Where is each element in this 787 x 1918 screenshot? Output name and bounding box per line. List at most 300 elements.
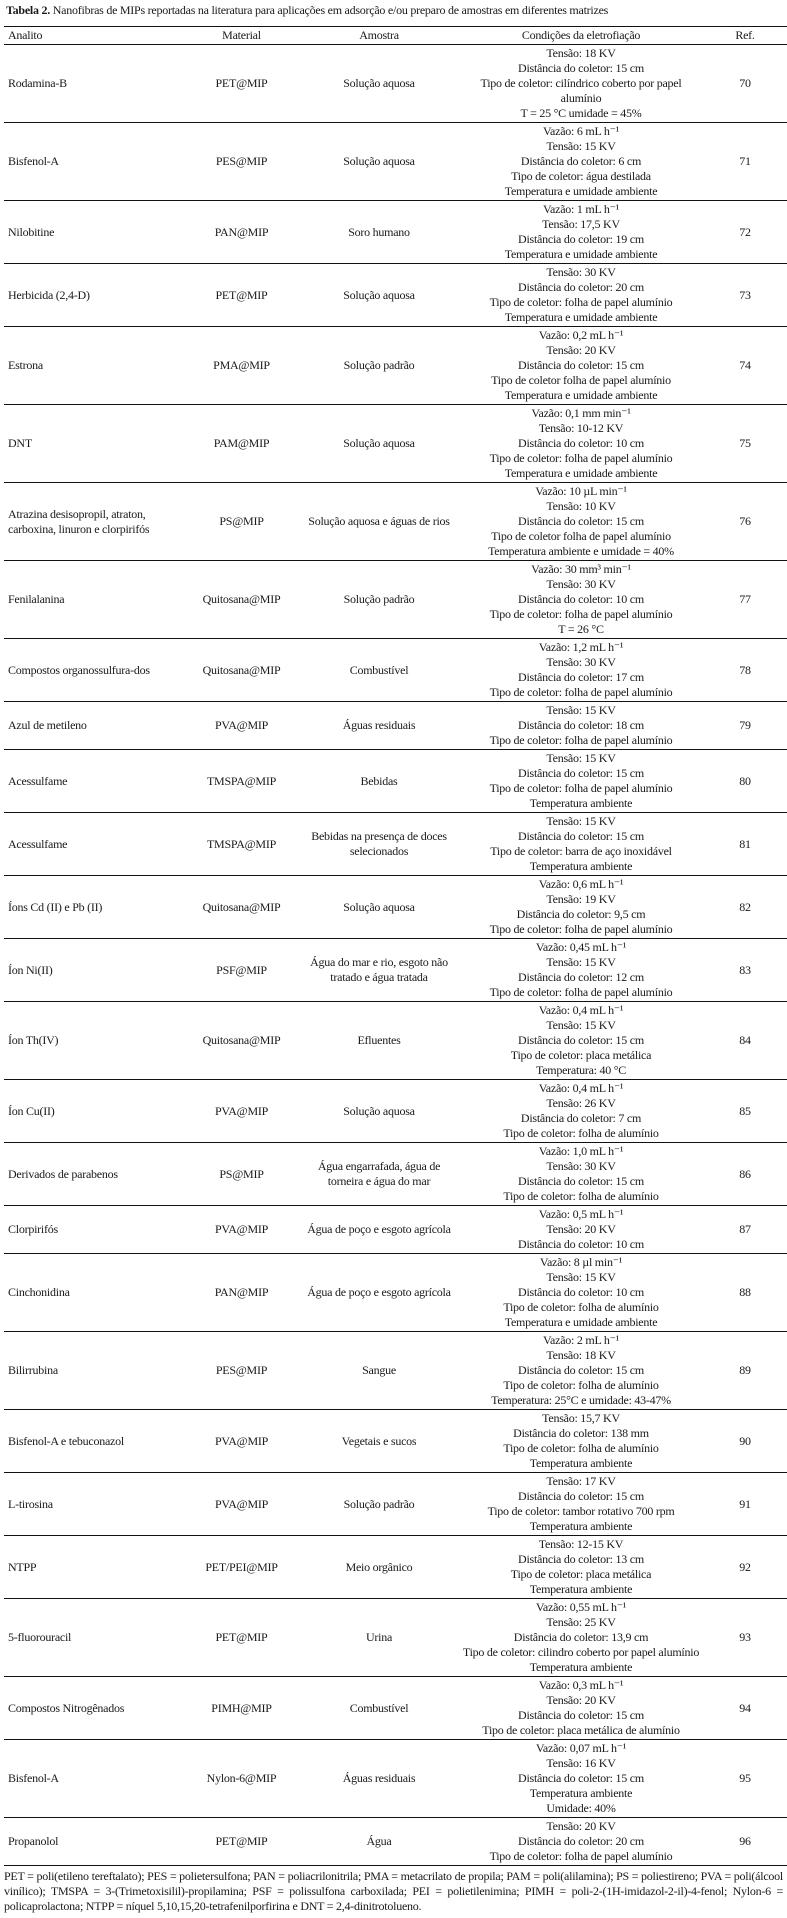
cell-material-text: PAN@MIP (214, 224, 269, 239)
table-row (4, 405, 787, 483)
condition-line: Temperatura e umidade ambiente (504, 466, 658, 480)
table-body (4, 45, 787, 1866)
table-row (4, 1410, 787, 1473)
cell-analito-text: Estrona (8, 358, 43, 372)
cell-ref (703, 1410, 787, 1473)
condition-line: Tipo de coletor folha de papel alumínio (491, 373, 671, 387)
cell-material (184, 939, 299, 1002)
condition-line: Distância do coletor: 15 cm (518, 1708, 644, 1722)
cell-ref (703, 1206, 787, 1254)
cell-ref-text: 82 (739, 899, 751, 914)
cell-amostra-text: Solução aquosa (343, 76, 415, 90)
condition-line: Tensão: 15 KV (546, 1270, 616, 1284)
cell-material (184, 123, 299, 201)
cell-material-text: PES@MIP (215, 1363, 268, 1377)
cell-amostra (299, 1677, 459, 1740)
condition-line: Tipo de coletor: folha de papel alumínio (489, 985, 673, 999)
cell-amostra-text: Meio orgânico (345, 1559, 413, 1574)
cell-analito (4, 1410, 184, 1473)
condition-line: Distância do coletor: 15 cm (518, 61, 644, 75)
cell-amostra-text: Soro humano (348, 224, 410, 239)
condition-line: Distância do coletor: 15 cm (518, 1363, 644, 1377)
cell-amostra (299, 1536, 459, 1599)
condition-line: Vazão: 8 µl min⁻¹ (539, 1255, 623, 1269)
cell-material-text: PVA@MIP (214, 1103, 269, 1118)
header-material: Material (184, 27, 299, 45)
condition-line: Tensão: 20 KV (546, 343, 616, 357)
cell-ref-text: 91 (739, 1496, 751, 1511)
header-ref: Ref. (703, 27, 787, 45)
cell-analito-text: Propanolol (8, 1834, 59, 1848)
condition-line: Tensão: 10-12 KV (538, 421, 624, 435)
condition-line: Temperatura ambiente (529, 1660, 633, 1674)
cell-analito-text: Compostos Nitrogênados (8, 1700, 125, 1715)
cell-condicoes (459, 1818, 703, 1866)
condition-line: Distância do coletor: 10 cm (518, 436, 644, 450)
cell-condicoes (459, 639, 703, 702)
condition-line: Tensão: 17,5 KV (542, 217, 620, 231)
condition-line: Distância do coletor: 10 cm (518, 1285, 644, 1299)
cell-condicoes (459, 1080, 703, 1143)
table-caption (4, 3, 783, 18)
cell-analito-text: 5-fluorouracil (8, 1630, 72, 1644)
cell-material (184, 1143, 299, 1206)
condition-line: T = 25 °C umidade = 45% (520, 106, 642, 120)
cell-ref (703, 1536, 787, 1599)
cell-condicoes (459, 750, 703, 813)
cell-ref-text: 93 (739, 1630, 751, 1644)
cell-amostra (299, 1206, 459, 1254)
cell-condicoes (459, 876, 703, 939)
condition-line: Tipo de coletor: cilíndrico coberto por papel alumínio (480, 76, 682, 105)
cell-ref-text: 88 (739, 1285, 751, 1299)
cell-ref-text: 92 (739, 1559, 751, 1574)
condition-line: Vazão: 6 mL h⁻¹ (542, 124, 620, 138)
cell-amostra (299, 939, 459, 1002)
cell-condicoes (459, 1143, 703, 1206)
condition-line: Distância do coletor: 10 cm (518, 592, 644, 606)
condition-line: Vazão: 0,5 mL h⁻¹ (538, 1207, 624, 1221)
condition-line: Tensão: 19 KV (546, 892, 616, 906)
condition-line: Tensão: 15 KV (546, 955, 616, 969)
cell-condicoes (459, 1332, 703, 1410)
cell-amostra-text: Solução padrão (343, 1496, 415, 1511)
condition-line: Tensão: 20 KV (546, 1819, 616, 1833)
cell-analito-text: Bilirrubina (8, 1363, 58, 1377)
cell-amostra (299, 1332, 459, 1410)
cell-amostra (299, 876, 459, 939)
condition-line: Distância do coletor: 13 cm (518, 1552, 644, 1566)
condition-line: T = 26 °C (558, 622, 604, 636)
cell-amostra (299, 1080, 459, 1143)
cell-analito (4, 1818, 184, 1866)
condition-line: Vazão: 0,4 mL h⁻¹ (538, 1081, 624, 1095)
table-row (4, 1740, 787, 1818)
table-row (4, 1599, 787, 1677)
cell-analito (4, 483, 184, 561)
condition-line: Tensão: 10 KV (546, 499, 616, 513)
condition-line: Vazão: 0,55 mL h⁻¹ (535, 1600, 627, 1614)
cell-amostra-text: Sangue (362, 1363, 396, 1377)
table-row (4, 939, 787, 1002)
condition-line: Distância do coletor: 15 cm (518, 1033, 644, 1047)
cell-amostra-text: Solução aquosa (343, 287, 415, 302)
cell-analito (4, 1740, 184, 1818)
condition-line: Tipo de coletor: folha de papel alumínio (489, 1849, 673, 1863)
cell-material-text: PVA@MIP (214, 718, 269, 732)
condition-line: Tensão: 30 KV (546, 577, 616, 591)
condition-line: Vazão: 0,6 mL h⁻¹ (538, 877, 624, 891)
table-row (4, 1080, 787, 1143)
cell-material (184, 1473, 299, 1536)
condition-line: Tensão: 20 KV (546, 1693, 616, 1707)
condition-line: Tensão: 15 KV (546, 139, 616, 153)
cell-material (184, 639, 299, 702)
condition-line: Tipo de coletor: folha de alumínio (503, 1441, 659, 1455)
cell-ref (703, 639, 787, 702)
cell-condicoes (459, 939, 703, 1002)
condition-line: Distância do coletor: 15 cm (518, 1489, 644, 1503)
cell-ref-text: 89 (739, 1363, 751, 1377)
cell-analito-text: NTPP (8, 1559, 37, 1574)
cell-material-text: Nylon-6@MIP (206, 1771, 277, 1785)
cell-analito-text: Herbicida (2,4-D) (8, 287, 90, 302)
cell-analito-text: Nilobitine (8, 224, 55, 239)
cell-analito (4, 123, 184, 201)
cell-amostra (299, 405, 459, 483)
cell-ref-text: 72 (739, 224, 751, 239)
condition-line: Distância do coletor: 19 cm (518, 232, 644, 246)
cell-analito (4, 327, 184, 405)
condition-line: Distância do coletor: 15 cm (518, 829, 644, 843)
condition-line: Vazão: 1 mL h⁻¹ (542, 202, 620, 216)
condition-line: Vazão: 0,4 mL h⁻¹ (538, 1003, 624, 1017)
cell-amostra (299, 45, 459, 123)
cell-analito-text: Bisfenol-A e tebuconazol (8, 1433, 124, 1448)
condition-line: Temperatura ambiente (529, 1519, 633, 1533)
cell-amostra-text: Solução aquosa e águas de rios (308, 514, 450, 528)
condition-line: Temperatura e umidade ambiente (504, 310, 658, 324)
cell-condicoes (459, 1206, 703, 1254)
table-row (4, 561, 787, 639)
cell-material (184, 1332, 299, 1410)
cell-condicoes (459, 561, 703, 639)
cell-ref-text: 78 (739, 662, 751, 677)
condition-line: Tipo de coletor folha de papel alumínio (491, 529, 671, 543)
cell-ref (703, 939, 787, 1002)
cell-ref-text: 73 (739, 287, 751, 302)
cell-amostra-text: Água engarrafada, água de torneira e água do mar (317, 1159, 441, 1188)
condition-line: Tensão: 26 KV (546, 1096, 616, 1110)
condition-line: Tensão: 12-15 KV (538, 1537, 624, 1551)
table-row (4, 1143, 787, 1206)
cell-analito (4, 1002, 184, 1080)
table-row (4, 1002, 787, 1080)
cell-ref (703, 405, 787, 483)
condition-line: Tensão: 16 KV (546, 1756, 616, 1770)
cell-analito-text: Acessulfame (8, 836, 68, 851)
condition-line: Temperatura e umidade ambiente (504, 247, 658, 261)
condition-line: Tensão: 30 KV (546, 265, 616, 279)
table-row (4, 1536, 787, 1599)
cell-condicoes (459, 264, 703, 327)
condition-line: Temperatura ambiente (529, 796, 633, 810)
cell-material-text: PAN@MIP (214, 1285, 269, 1299)
cell-amostra (299, 201, 459, 264)
cell-material-text: PS@MIP (219, 514, 264, 528)
cell-amostra-text: Solução aquosa (343, 436, 415, 450)
cell-ref (703, 1143, 787, 1206)
cell-material (184, 813, 299, 876)
table-header-row (4, 27, 787, 45)
cell-analito-text: Atrazina desisopropil, atraton, carboxina, linuron e clorpirifós (8, 506, 150, 536)
cell-amostra-text: Água de poço e esgoto agrícola (307, 1222, 451, 1236)
condition-line: Vazão: 1,0 mL h⁻¹ (538, 1144, 624, 1158)
condition-line: Tipo de coletor: folha de papel alumínio (489, 607, 673, 621)
cell-ref-text: 79 (739, 718, 751, 732)
cell-analito (4, 405, 184, 483)
cell-material (184, 876, 299, 939)
cell-analito (4, 1536, 184, 1599)
condition-line: Distância do coletor: 12 cm (518, 970, 644, 984)
cell-analito (4, 750, 184, 813)
condition-line: Tipo de coletor: folha de papel alumínio (489, 685, 673, 699)
cell-ref-text: 85 (739, 1103, 751, 1118)
condition-line: Tensão: 18 KV (546, 46, 616, 60)
cell-ref (703, 1254, 787, 1332)
cell-analito (4, 876, 184, 939)
cell-condicoes (459, 405, 703, 483)
cell-material (184, 327, 299, 405)
cell-analito (4, 1473, 184, 1536)
cell-condicoes (459, 1599, 703, 1677)
cell-ref-text: 70 (739, 76, 751, 90)
condition-line: Vazão: 0,45 mL h⁻¹ (535, 940, 627, 954)
cell-material (184, 702, 299, 750)
cell-analito-text: L-tirosina (8, 1496, 53, 1511)
cell-ref (703, 1740, 787, 1818)
cell-analito-text: DNT (8, 436, 32, 450)
cell-analito (4, 1599, 184, 1677)
table-row (4, 123, 787, 201)
cell-ref-text: 87 (739, 1222, 751, 1236)
cell-analito (4, 45, 184, 123)
cell-condicoes (459, 813, 703, 876)
cell-amostra-text: Água (366, 1834, 392, 1848)
cell-condicoes (459, 702, 703, 750)
condition-line: Tensão: 30 KV (546, 655, 616, 669)
cell-ref-text: 96 (739, 1834, 751, 1848)
table-row (4, 45, 787, 123)
condition-line: Distância do coletor: 6 cm (520, 154, 642, 168)
condition-line: Tensão: 18 KV (546, 1348, 616, 1362)
cell-amostra (299, 1143, 459, 1206)
cell-condicoes (459, 1473, 703, 1536)
cell-analito-text: Íon Th(IV) (8, 1033, 59, 1047)
mip-nanofibers-table (4, 26, 787, 1866)
cell-ref (703, 1473, 787, 1536)
condition-line: Temperatura e umidade ambiente (504, 388, 658, 402)
cell-material-text: PVA@MIP (214, 1222, 269, 1236)
condition-line: Tensão: 20 KV (546, 1222, 616, 1236)
cell-analito (4, 1677, 184, 1740)
table-footnote: PET = poli(etileno tereftalato); PES = polietersulfona; PAN = poliacrilonitrila; PMA = metacrilato de propila; PAM = poli(alilamina); PS = poliestireno; PVA = poli(álcool vinílico); TMSPA = 3-(Trimetoxisilil)-propilamina; PSF = polissulfona carboxilada; PEI = polietilenimina; PIMH = poli-2-(1H-imidazol-2-il)-4-fenol; Nylon-6 = policaprolactona; NTPP = níquel 5,10,15,20-tetrafenilporfirina e DNT = 2,4-dinitrotolueno. (4, 1869, 783, 1913)
cell-analito-text: Derivados de parabenos (8, 1166, 118, 1181)
cell-ref (703, 1677, 787, 1740)
condition-line: Tipo de coletor: folha de alumínio (503, 1378, 659, 1392)
cell-analito-text: Cinchonidina (8, 1285, 70, 1299)
condition-line: Umidade: 40% (546, 1801, 616, 1815)
header-amostra: Amostra (299, 27, 459, 45)
cell-ref (703, 1080, 787, 1143)
cell-material (184, 1740, 299, 1818)
cell-analito (4, 639, 184, 702)
cell-amostra-text: Solução padrão (343, 358, 415, 372)
cell-ref-text: 86 (739, 1166, 751, 1181)
cell-ref (703, 561, 787, 639)
cell-amostra (299, 750, 459, 813)
cell-analito-text: Azul de metileno (8, 718, 87, 732)
cell-analito-text: Rodamina-B (8, 76, 67, 90)
cell-ref-text: 84 (739, 1033, 751, 1047)
condition-line: Distância do coletor: 15 cm (518, 1174, 644, 1188)
condition-line: Tipo de coletor: folha de alumínio (503, 1189, 659, 1203)
cell-material (184, 45, 299, 123)
table-row (4, 702, 787, 750)
cell-material-text: PSF@MIP (216, 962, 267, 977)
cell-material-text: PIMH@MIP (211, 1700, 272, 1715)
cell-material-text: TMSPA@MIP (206, 773, 277, 788)
cell-amostra (299, 1473, 459, 1536)
cell-analito (4, 939, 184, 1002)
condition-line: Vazão: 0,2 mL h⁻¹ (538, 328, 624, 342)
cell-analito (4, 813, 184, 876)
cell-analito-text: Íons Cd (II) e Pb (II) (8, 899, 103, 914)
condition-line: Tensão: 15 KV (546, 1018, 616, 1032)
table-row (4, 327, 787, 405)
condition-line: Tipo de coletor: placa metálica (510, 1048, 652, 1062)
cell-analito (4, 1332, 184, 1410)
cell-amostra-text: Combustível (349, 662, 409, 677)
cell-material (184, 405, 299, 483)
cell-condicoes (459, 123, 703, 201)
cell-analito-text: Fenilalanina (8, 592, 65, 606)
cell-amostra-text: Águas residuais (342, 718, 416, 732)
cell-amostra-text: Água de poço e esgoto agrícola (307, 1285, 451, 1299)
cell-condicoes (459, 1677, 703, 1740)
table-row (4, 264, 787, 327)
cell-amostra-text: Solução aquosa (343, 154, 415, 168)
header-analito: Analito (4, 27, 184, 45)
condition-line: Distância do coletor: 17 cm (518, 670, 644, 684)
cell-amostra-text: Água do mar e rio, esgoto não tratado e água tratada (310, 955, 448, 984)
cell-amostra-text: Combustível (349, 1700, 409, 1715)
table-label: Tabela 2. (6, 3, 50, 17)
condition-line: Vazão: 2 mL h⁻¹ (542, 1333, 620, 1347)
cell-ref-text: 71 (739, 154, 751, 168)
condition-line: Vazão: 10 µL min⁻¹ (535, 484, 627, 498)
cell-amostra (299, 1254, 459, 1332)
condition-line: Temperatura: 40 °C (535, 1063, 627, 1077)
cell-condicoes (459, 1254, 703, 1332)
cell-condicoes (459, 1740, 703, 1818)
cell-material (184, 1818, 299, 1866)
cell-amostra (299, 483, 459, 561)
table-title: Nanofibras de MIPs reportadas na literatura para aplicações em adsorção e/ou preparo de amostras em diferentes matrizes (50, 3, 609, 17)
cell-ref (703, 483, 787, 561)
cell-ref (703, 264, 787, 327)
cell-ref-text: 83 (739, 962, 751, 977)
condition-line: Temperatura ambiente (529, 1582, 633, 1596)
condition-line: Distância do coletor: 138 mm (513, 1426, 649, 1440)
cell-ref (703, 123, 787, 201)
condition-line: Tipo de coletor: placa metálica (510, 1567, 652, 1581)
cell-material (184, 1080, 299, 1143)
condition-line: Tipo de coletor: folha de papel alumínio (489, 922, 673, 936)
cell-condicoes (459, 1410, 703, 1473)
cell-analito (4, 264, 184, 327)
condition-line: Tipo de coletor: água destilada (511, 169, 651, 183)
cell-ref (703, 1002, 787, 1080)
cell-ref-text: 77 (739, 592, 751, 606)
cell-amostra-text: Bebidas (360, 773, 398, 788)
cell-amostra (299, 561, 459, 639)
cell-material (184, 1536, 299, 1599)
cell-material (184, 1254, 299, 1332)
cell-condicoes (459, 1002, 703, 1080)
header-condicoes: Condições da eletrofiação (459, 27, 703, 45)
condition-line: Tipo de coletor: folha de papel alumínio (489, 733, 673, 747)
cell-ref-text: 75 (739, 436, 751, 450)
cell-material (184, 483, 299, 561)
cell-analito (4, 1206, 184, 1254)
cell-analito-text: Íon Cu(II) (8, 1103, 55, 1118)
cell-ref (703, 201, 787, 264)
condition-line: Tipo de coletor: folha de alumínio (503, 1300, 659, 1314)
condition-line: Temperatura ambiente (529, 1786, 633, 1800)
condition-line: Distância do coletor: 15 cm (518, 358, 644, 372)
cell-analito (4, 702, 184, 750)
cell-analito (4, 1143, 184, 1206)
condition-line: Tipo de coletor: folha de papel alumínio (489, 295, 673, 309)
cell-ref-text: 76 (739, 514, 751, 528)
cell-analito-text: Íon Ni(II) (8, 962, 53, 977)
cell-amostra (299, 1002, 459, 1080)
cell-ref-text: 80 (739, 773, 751, 788)
cell-analito-text: Bisfenol-A (8, 1771, 59, 1785)
table-row (4, 639, 787, 702)
cell-material-text: Quitosana@MIP (202, 899, 281, 914)
cell-material (184, 1410, 299, 1473)
cell-analito-text: Clorpirifós (8, 1222, 58, 1236)
cell-condicoes (459, 483, 703, 561)
table-row (4, 483, 787, 561)
condition-line: Vazão: 0,3 mL h⁻¹ (538, 1678, 624, 1692)
cell-material-text: TMSPA@MIP (206, 836, 277, 851)
condition-line: Vazão: 1,2 mL h⁻¹ (538, 640, 624, 654)
cell-material-text: PET@MIP (215, 1834, 268, 1848)
cell-material (184, 1002, 299, 1080)
condition-line: Tipo de coletor: barra de aço inoxidável (490, 844, 672, 858)
cell-ref-text: 81 (739, 836, 751, 851)
table-row (4, 1332, 787, 1410)
cell-ref (703, 1599, 787, 1677)
cell-amostra-text: Bebidas na presença de doces selecionados (311, 829, 447, 858)
cell-ref-text: 90 (739, 1433, 751, 1448)
cell-amostra-text: Solução padrão (343, 592, 415, 606)
cell-analito (4, 1080, 184, 1143)
cell-ref (703, 1818, 787, 1866)
